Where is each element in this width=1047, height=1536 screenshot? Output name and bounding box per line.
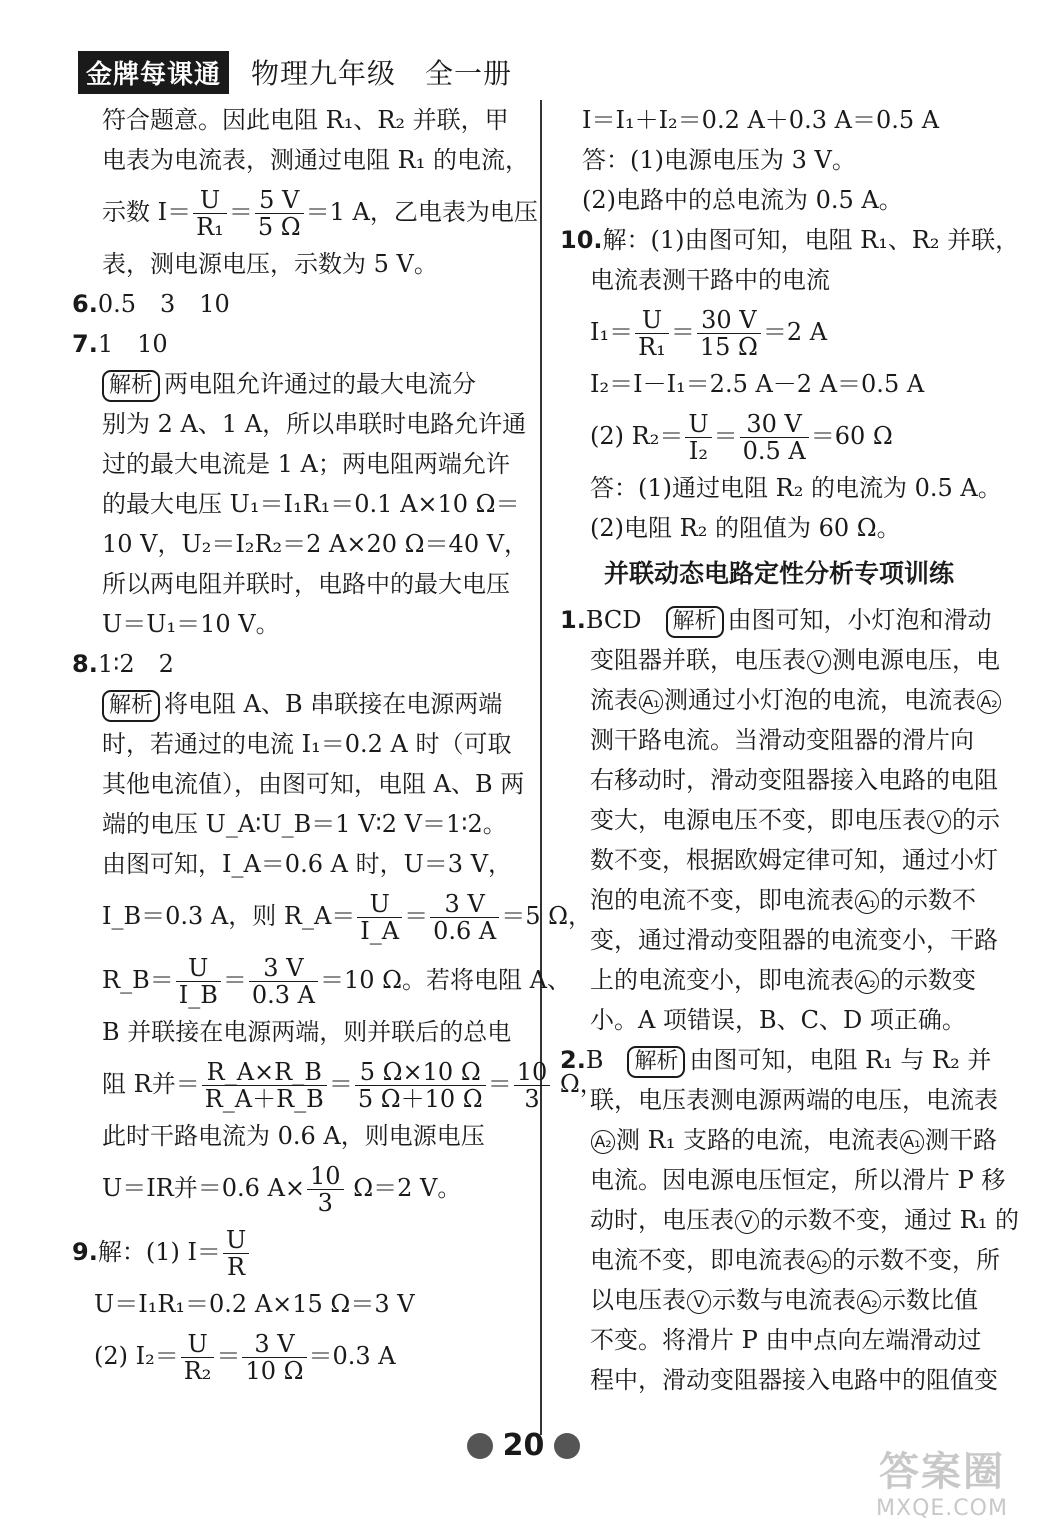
analysis-tag: 解析: [102, 370, 160, 402]
text-line: 别为 2 A、1 A，所以串联时电路允许通: [102, 410, 527, 438]
answer-9: 9.解：(1) I＝ $\frac{U}{R}$: [72, 1220, 524, 1284]
fraction: $\frac{3 V}{0.3 A}$: [249, 955, 318, 1008]
text-line: 右移动时，滑动变阻器接入电路的电阻: [590, 766, 998, 794]
text-line: 10 V，U₂＝I₂R₂＝2 A×20 Ω＝40 V，: [102, 530, 529, 558]
fraction: $\frac{30 V}{0.5 A}$: [740, 411, 809, 464]
fraction: $\frac{10}{3}$: [307, 1163, 344, 1216]
text-line: 动时，电压表 V 的示数不变，通过 R₁ 的: [590, 1206, 1019, 1234]
text-line: (2)电阻 R₂ 的阻值为 60 Ω。: [590, 514, 901, 542]
ammeter-a1-icon: A₁: [855, 890, 879, 914]
text-line: 联，电压表测电源两端的电压，电流表: [590, 1086, 998, 1114]
text-line: I＝I₁＋I₂＝0.2 A＋0.3 A＝0.5 A: [582, 106, 940, 134]
book-title: 物理九年级 全一册: [251, 57, 513, 90]
fraction: $\frac{30 V}{15 \Omega}$: [697, 307, 761, 360]
formula-line: U＝IR并＝0.6 A× $\frac{10}{3}$ Ω＝2 V。: [102, 1162, 462, 1217]
ammeter-a2-icon: A₂: [857, 1290, 881, 1314]
fraction: $\frac{3 V}{10 \Omega}$: [242, 1331, 306, 1384]
fraction: $\frac{U}{\text{R₂}}$: [181, 1331, 215, 1384]
text-line: 变大，电源电压不变，即电压表 V 的示: [590, 806, 1000, 834]
page-number: 20: [502, 1428, 545, 1463]
text-line: 符合题意。因此电阻 R₁、R₂ 并联，甲: [102, 106, 509, 134]
formula-line: (2) I₂＝ $\frac{U}{\text{R₂}}$ ＝ $\frac{3 V}{10 \Omega}$ ＝0.3 A: [94, 1330, 396, 1385]
text-line: 电流不变，即电流表 A₂ 的示数不变，所: [590, 1246, 1000, 1274]
ammeter-a2-icon: A₂: [855, 970, 879, 994]
analysis-line: 解析 将电阻 A、B 串联接在电源两端: [72, 684, 524, 724]
leaf-icon: [554, 1433, 580, 1459]
column-divider: [540, 100, 542, 1435]
text-line: 表，测电源电压，示数为 5 V。: [102, 250, 438, 278]
analysis-line: 解析 两电阻允许通过的最大电流分: [72, 364, 524, 404]
text-line: 小。A 项错误，B、C、D 项正确。: [590, 1006, 966, 1034]
fraction: $\frac{U}{I\_B}$: [176, 955, 221, 1008]
voltmeter-icon: V: [735, 1210, 759, 1234]
fraction: $\frac{R\_A\times R\_B}{R\_A+R\_B}$: [202, 1059, 327, 1112]
formula-line: 示数 I＝ $\frac{U}{\text{R₁}}$ ＝ $\frac{5 V}{5 \Omega}$ ＝1 A，乙电表为电压: [102, 186, 538, 241]
text-line: U＝I₁R₁＝0.2 A×15 Ω＝3 V: [94, 1290, 415, 1318]
text-line: 电流表测干路中的电流: [590, 266, 830, 294]
text-line: B 并联接在电源两端，则并联后的总电: [102, 1018, 512, 1046]
text-line: 不变。将滑片 P 由中点向左端滑动过: [590, 1326, 982, 1354]
formula-line: I_B＝0.3 A，则 R_A＝ $\frac{U}{I\_A}$ ＝ $\frac{3 V}{0.6 A}$ ＝5 Ω，: [102, 890, 593, 945]
text-line: 端的电压 U_A∶U_B＝1 V∶2 V＝1∶2。: [102, 810, 507, 838]
text-line: 答：(1)电源电压为 3 V。: [582, 146, 856, 174]
watermark: 答案圈 MXQE.COM: [876, 1449, 1008, 1521]
formula-line: 阻 R并＝ $\frac{R\_A\times R\_B}{R\_A+R\_B}$ ＝ $\frac{5 \Omega\times 10 \Omega}{5 \Omega+10 \Omega}$ ＝ $\frac{10}{3}$ Ω，: [102, 1058, 604, 1113]
ammeter-a1-icon: A₁: [639, 690, 663, 714]
fraction: $\frac{U}{R}$: [223, 1227, 249, 1280]
fraction: $\frac{U}{\text{R₁}}$: [635, 307, 669, 360]
fraction: $\frac{U}{\text{I₂}}$: [685, 411, 711, 464]
voltmeter-icon: V: [807, 650, 831, 674]
fraction: $\frac{5 \Omega\times 10 \Omega}{5 \Omega+10 \Omega}$: [355, 1059, 486, 1112]
text-line: U＝U₁＝10 V。: [102, 610, 280, 638]
text-line: 答：(1)通过电阻 R₂ 的电流为 0.5 A。: [590, 474, 1002, 502]
voltmeter-icon: V: [927, 810, 951, 834]
section-title: 并联动态电路定性分析专项训练: [603, 559, 954, 588]
text-line: 上的电流变小，即电流表 A₂ 的示数变: [590, 966, 976, 994]
text-line: 时，若通过的电流 I₁＝0.2 A 时（可取: [102, 730, 512, 758]
text-line: I₂＝I－I₁＝2.5 A－2 A＝0.5 A: [590, 370, 925, 398]
text-line: (2)电路中的总电流为 0.5 A。: [582, 186, 903, 214]
text-line: 其他电流值），由图可知，电阻 A、B 两: [102, 770, 525, 798]
leaf-icon: [467, 1433, 493, 1459]
ammeter-a2-icon: A₂: [591, 1130, 615, 1154]
formula-line: (2) R₂＝ $\frac{U}{\text{I₂}}$ ＝ $\frac{30 V}{0.5 A}$ ＝60 Ω: [590, 410, 893, 465]
answer-6: 6.0.5 3 10: [72, 290, 230, 318]
text-line: 电表为电流表，测通过电阻 R₁ 的电流，: [102, 146, 529, 174]
text-line: A₂ 测 R₁ 支路的电流，电流表 A₁ 测干路: [560, 1120, 998, 1160]
text-line: 流表 A₁ 测通过小灯泡的电流，电流表 A₂: [560, 680, 998, 720]
right-column: [560, 100, 1020, 1400]
left-column: [72, 100, 604, 1388]
voltmeter-icon: V: [687, 1290, 711, 1314]
text-line: 数不变，根据欧姆定律可知，通过小灯: [590, 846, 998, 874]
analysis-tag: 解析: [627, 1046, 685, 1078]
answer-8: 8.1∶2 2: [72, 650, 174, 678]
special-1: 1.BCD 解析 由图可知，小灯泡和滑动: [560, 600, 998, 640]
fraction: $\frac{U}{I\_A}$: [357, 891, 402, 944]
special-2: 2.B 解析 由图可知，电阻 R₁ 与 R₂ 并: [560, 1040, 998, 1080]
fraction: $\frac{3 V}{0.6 A}$: [430, 891, 499, 944]
fraction: $\frac{10}{3}$: [514, 1059, 551, 1112]
ammeter-a2-icon: A₂: [977, 690, 1001, 714]
fraction: $\frac{U}{\text{R₁}}$: [193, 187, 227, 240]
text-line: 此时干路电流为 0.6 A，则电源电压: [102, 1122, 485, 1150]
text-line: 过的最大电流是 1 A；两电阻两端允许: [102, 450, 510, 478]
answer-10: 10.解：(1)由图可知，电阻 R₁、R₂ 并联，: [560, 226, 1020, 254]
text-line: 变阻器并联，电压表 V 测电源电压，电: [590, 646, 1000, 674]
text-line: 所以两电阻并联时，电路中的最大电压: [102, 570, 510, 598]
analysis-tag: 解析: [102, 690, 160, 722]
brand-logo: 金牌每课通: [78, 51, 229, 94]
analysis-tag: 解析: [666, 606, 724, 638]
text-line: 泡的电流不变，即电流表 A₁ 的示数不: [590, 886, 976, 914]
text-line: 电流。因电源电压恒定，所以滑片 P 移: [590, 1166, 1006, 1194]
answer-7: 7.1 10: [72, 330, 168, 358]
text-line: 程中，滑动变阻器接入电路中的阻值变: [590, 1366, 998, 1394]
ammeter-a2-icon: A₂: [807, 1250, 831, 1274]
formula-line: R_B＝ $\frac{U}{I\_B}$ ＝ $\frac{3 V}{0.3 A}$ ＝10 Ω。若将电阻 A、: [102, 954, 572, 1009]
text-line: 由图可知，I_A＝0.6 A 时，U＝3 V，: [102, 850, 513, 878]
text-line: 测干路电流。当滑动变阻器的滑片向: [590, 726, 974, 754]
text-line: 变，通过滑动变阻器的电流变小，干路: [590, 926, 998, 954]
text-line: 的最大电压 U₁＝I₁R₁＝0.1 A×10 Ω＝: [102, 490, 520, 518]
ammeter-a1-icon: A₁: [900, 1130, 924, 1154]
fraction: $\frac{5 V}{5 \Omega}$: [255, 187, 304, 240]
text-line: 以电压表 V 示数与电流表 A₂ 示数比值: [590, 1286, 978, 1314]
page-header: [78, 50, 512, 94]
formula-line: I₁＝ $\frac{U}{\text{R₁}}$ ＝ $\frac{30 V}{15 \Omega}$ ＝2 A: [590, 306, 828, 361]
